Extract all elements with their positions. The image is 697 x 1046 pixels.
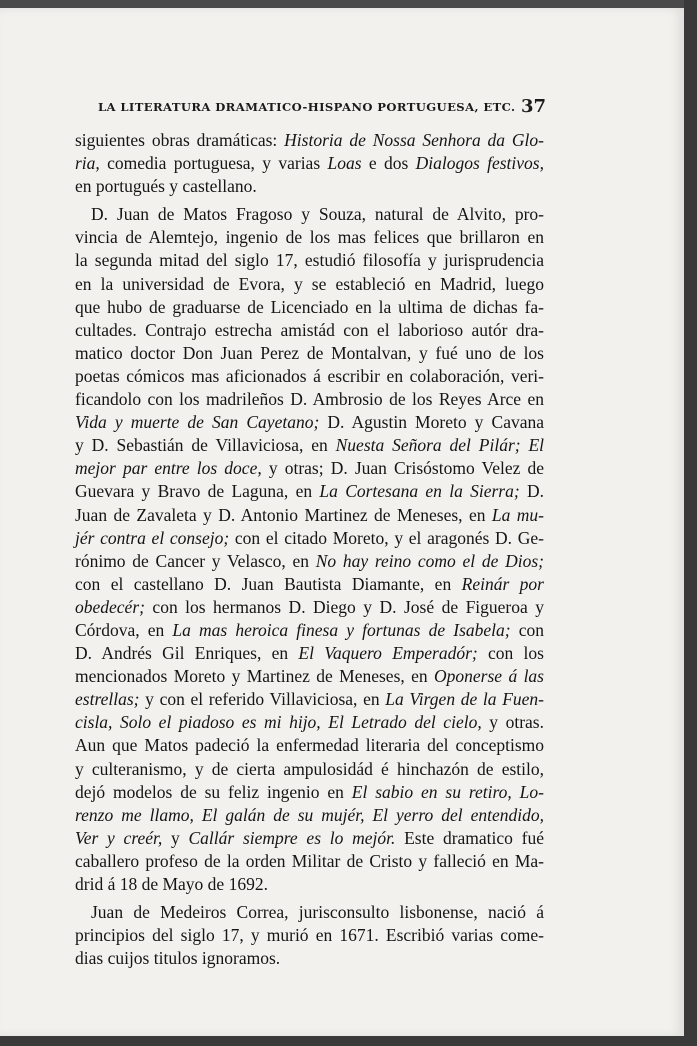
text-run: con: [510, 619, 544, 640]
scan-border-bottom: [0, 1036, 697, 1046]
running-head: LA LITERATURA DRAMATICO-HISPANO PORTUGUESA, ETC.: [98, 100, 516, 114]
text-run: D.: [519, 481, 545, 502]
text-line: [75, 129, 544, 152]
text-run: con el citado Moreto, y el aragonés D. Ge-: [229, 527, 544, 548]
text-run: y otras.: [481, 712, 544, 733]
text-run: mencionados Moreto y Martinez de Meneses, en: [75, 666, 435, 687]
italic-title: El sabio en su retiro, Lo-: [351, 781, 544, 802]
text-run: D. Agustin Moreto y Cavana: [319, 412, 544, 433]
italic-title: Loas: [327, 153, 362, 174]
text-line: [75, 480, 544, 503]
text-line: [75, 573, 544, 596]
italic-title: La mas heroica finesa y fortunas de Isabela;: [172, 619, 511, 640]
italic-title: Vida y muerte de San Cayetano;: [75, 412, 320, 433]
text-run: ficandolo con los madrileños D. Ambrosio de los Reyes Arce en: [75, 389, 544, 410]
text-run: Guevara y Bravo de Laguna, en: [75, 481, 320, 502]
text-line: [75, 249, 544, 272]
text-run: principios del siglo 17, y murió en 1671. Escribió varias come-: [75, 925, 544, 946]
text-line: [75, 226, 544, 249]
text-run: la segunda mitad del siglo 17, estudió filosofía y jurisprudencia: [75, 250, 544, 271]
text-run: Juan de Medeiros Correa, jurisconsulto lisbonense, nació á: [91, 902, 544, 923]
text-run: y: [162, 827, 189, 848]
text-run: Córdova, en: [75, 619, 173, 640]
italic-title: No hay reino como el de Dios;: [315, 550, 545, 571]
scan-border-top: [0, 0, 697, 8]
text-run: drid á 18 de Mayo de 1692.: [75, 874, 268, 894]
text-line: [75, 665, 544, 688]
text-line: [75, 924, 544, 947]
italic-title: Dialogos festivos,: [415, 153, 544, 174]
italic-title: Reinár por: [461, 573, 544, 594]
text-line: [75, 804, 544, 827]
text-run: con los: [477, 643, 544, 664]
text-line: [75, 342, 544, 365]
italic-title: estrellas;: [75, 689, 140, 710]
text-run: en la universidad de Evora, y se estableció en Madrid, luego: [75, 273, 544, 294]
text-line: [75, 550, 544, 573]
text-line: [75, 758, 544, 781]
text-line: [75, 203, 544, 226]
text-line: [75, 273, 544, 296]
text-run: poetas cómicos mas aficionados á escribir en colaboración, veri-: [75, 365, 544, 386]
text-line: [75, 388, 544, 411]
text-line: [75, 596, 544, 619]
text-line: [75, 642, 544, 665]
text-line: [75, 527, 544, 550]
italic-title: renzo me llamo, El galán de su mujér, El yerro del entendido,: [75, 804, 544, 825]
text-run: Aun que Matos padeció la enfermedad literaria del conceptismo: [75, 735, 544, 756]
text-line: [75, 457, 544, 480]
italic-title: La mu-: [491, 504, 544, 525]
page-number: 37: [520, 96, 546, 117]
text-line: [75, 734, 544, 757]
text-run: y culteranismo, y de cierta ampulosidád é hinchazón de estilo,: [75, 758, 544, 779]
page-header: [98, 96, 548, 120]
text-line: [75, 411, 544, 434]
text-run: cultades. Contrajo estrecha amistád con el laborioso autór dra-: [75, 319, 544, 340]
text-run: caballero profeso de la orden Militar de Cristo y falleció en Ma-: [75, 850, 544, 871]
text-line: [75, 827, 544, 850]
text-run: D. Andrés Gil Enriques, en: [75, 643, 299, 664]
body-text: [75, 129, 544, 970]
text-run: Juan de Zavaleta y D. Antonio Martinez de Meneses, en: [75, 504, 492, 525]
text-line: [75, 781, 544, 804]
text-run: con los hermanos D. Diego y D. José de Figueroa y: [144, 596, 544, 617]
text-run: comedia portuguesa, y varias: [99, 153, 328, 174]
text-run: y con el referido Villaviciosa, en: [139, 689, 386, 710]
text-run: dias cuijos titulos ignoramos.: [75, 948, 281, 969]
text-line: [75, 504, 544, 527]
italic-title: Nuesta Señora del Pilár; El: [335, 435, 544, 456]
text-run: vincia de Alemtejo, ingenio de los mas felices que brillaron en: [75, 227, 544, 248]
italic-title: jér contra el consejo;: [75, 527, 230, 548]
italic-title: mejor par entre los doce,: [75, 458, 262, 479]
text-line: [75, 175, 544, 198]
italic-title: Oponerse á las: [434, 666, 544, 687]
text-line: [75, 901, 544, 924]
scan-border-right: [684, 0, 697, 1046]
text-run: D. Juan de Matos Fragoso y Souza, natural de Alvito, pro-: [91, 204, 544, 225]
text-line: [75, 365, 544, 388]
text-line: [75, 434, 544, 457]
text-run: y otras; D. Juan Crisóstomo Velez de: [261, 458, 545, 479]
text-run: con el castellano D. Juan Bautista Diamante, en: [75, 573, 462, 594]
text-run: e dos: [361, 153, 416, 174]
italic-title: obedecér;: [75, 596, 145, 617]
text-run: matico doctor Don Juan Perez de Montalvan, y fué uno de los: [75, 342, 544, 363]
text-line: [75, 152, 544, 175]
text-run: que hubo de graduarse de Licenciado en la ultima de dichas fa-: [75, 296, 544, 317]
text-run: Este dramatico fué: [395, 827, 544, 848]
text-run: dejó modelos de su feliz ingenio en: [75, 781, 352, 802]
text-line: [75, 873, 544, 896]
text-run: siguientes obras dramáticas:: [75, 130, 285, 150]
text-line: [75, 850, 544, 873]
text-run: y D. Sebastián de Villaviciosa, en: [75, 435, 336, 456]
italic-title: La Virgen de la Fuen-: [385, 689, 544, 710]
italic-title: Ver y creér,: [75, 827, 163, 848]
italic-title: El Vaquero Emperadór;: [298, 643, 478, 664]
text-line: [75, 711, 544, 734]
text-line: [75, 319, 544, 342]
italic-title: Historia de Nossa Senhora da Glo-: [284, 130, 544, 150]
italic-title: Callár siempre es lo mejór.: [188, 827, 396, 848]
text-line: [75, 296, 544, 319]
italic-title: La Cortesana en la Sierra;: [319, 481, 520, 502]
book-page: [0, 8, 684, 1036]
text-run: rónimo de Cancer y Velasco, en: [75, 550, 316, 571]
text-line: [75, 619, 544, 642]
text-run: en portugués y castellano.: [75, 176, 257, 197]
text-line: [75, 947, 544, 970]
italic-title: cisla, Solo el piadoso es mi hijo, El Letrado del cielo,: [75, 712, 482, 733]
italic-title: ria,: [75, 153, 100, 174]
text-line: [75, 688, 544, 711]
